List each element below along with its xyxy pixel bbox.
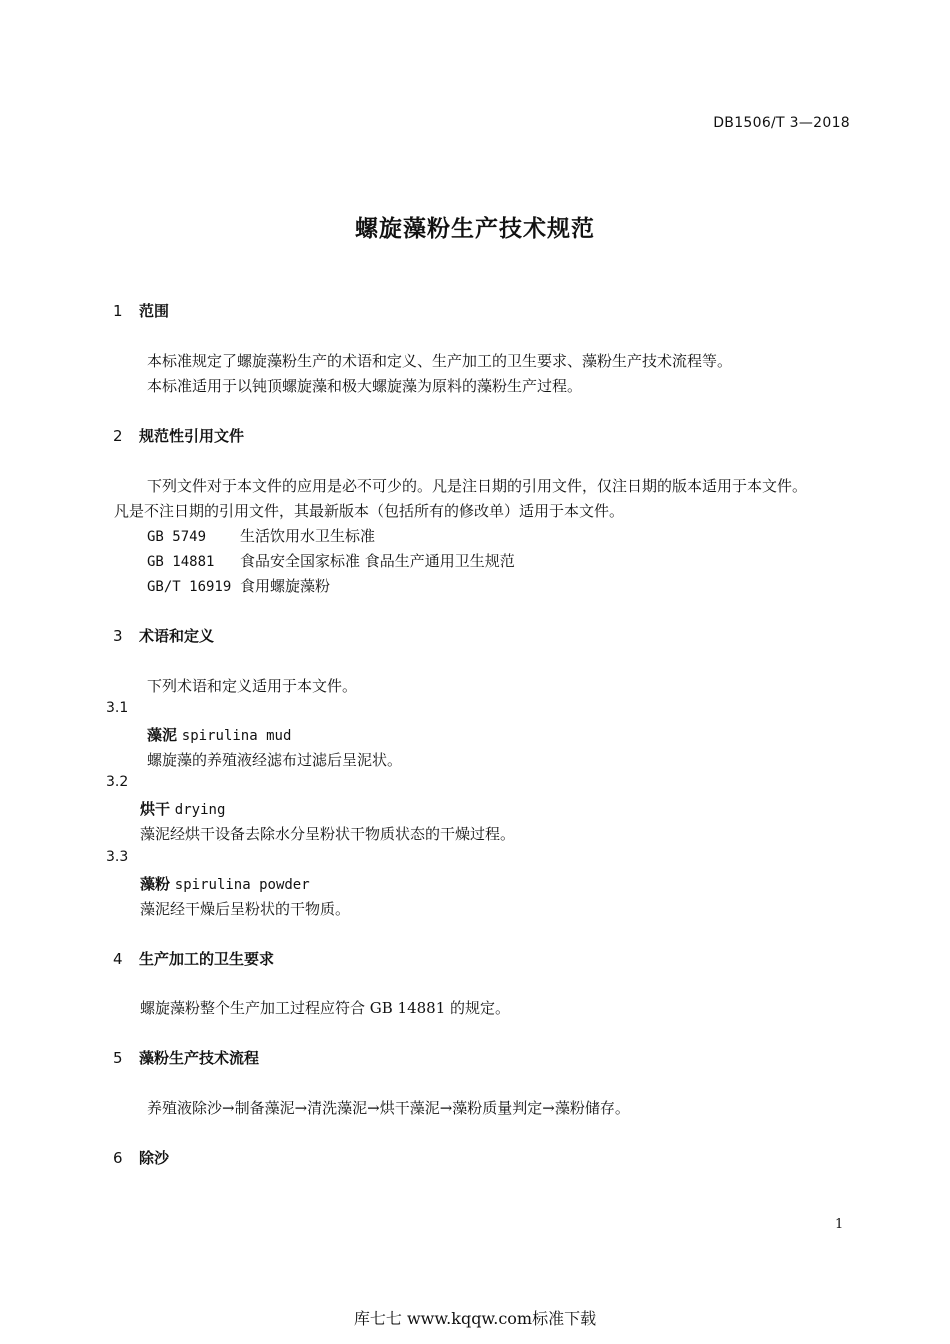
section-number: 6 xyxy=(113,1149,123,1167)
term-heading xyxy=(140,798,225,819)
term-english: spirulina powder xyxy=(174,877,310,893)
section-title: 生产加工的卫生要求 xyxy=(139,950,275,968)
section-heading-2 xyxy=(113,425,244,446)
ref-code: GB 5749 xyxy=(147,529,207,545)
section-number: 5 xyxy=(113,1049,123,1067)
ref-code: GB 14881 xyxy=(147,554,215,570)
ref-name: 食品安全国家标准 食品生产通用卫生规范 xyxy=(240,552,515,570)
section-number: 2 xyxy=(113,427,123,445)
term-english: spirulina mud xyxy=(181,728,292,744)
term-name: 烘干 xyxy=(140,800,171,818)
section-heading-6 xyxy=(113,1147,169,1168)
term-number: 3.2 xyxy=(106,774,129,790)
page-number: 1 xyxy=(835,1217,844,1232)
section-title: 除沙 xyxy=(139,1149,170,1167)
scope-paragraph-2: 本标准适用于以钝顶螺旋藻和极大螺旋藻为原料的藻粉生产过程。 xyxy=(147,377,583,395)
section-title: 术语和定义 xyxy=(139,627,215,645)
section-title: 范围 xyxy=(139,302,170,320)
section-number: 4 xyxy=(113,950,123,968)
process-flow: 养殖液除沙→制备藻泥→清洗藻泥→烘干藻泥→藻粉质量判定→藻粉储存。 xyxy=(147,1099,630,1117)
term-name: 藻粉 xyxy=(140,875,171,893)
hygiene-paragraph: 螺旋藻粉整个生产加工过程应符合 GB 14881 的规定。 xyxy=(140,999,511,1017)
terms-intro: 下列术语和定义适用于本文件。 xyxy=(147,677,358,695)
term-heading xyxy=(140,873,310,894)
document-title: 螺旋藻粉生产技术规范 xyxy=(355,216,595,242)
ref-name: 食用螺旋藻粉 xyxy=(240,577,331,595)
refs-intro-line-1: 下列文件对于本文件的应用是必不可少的。凡是注日期的引用文件，仅注日期的版本适用于本文件。 xyxy=(147,477,808,495)
section-title: 规范性引用文件 xyxy=(139,427,245,445)
term-number: 3.3 xyxy=(106,849,129,865)
standard-code: DB1506/T 3—2018 xyxy=(713,115,850,131)
ref-code: GB/T 16919 xyxy=(147,579,232,595)
term-name: 藻泥 xyxy=(147,726,178,744)
footer-watermark: 库七七 www.kqqw.com标准下载 xyxy=(353,1309,597,1328)
ref-item xyxy=(147,525,375,546)
section-heading-4 xyxy=(113,948,274,969)
term-definition: 螺旋藻的养殖液经滤布过滤后呈泥状。 xyxy=(147,751,403,769)
ref-item xyxy=(147,550,515,571)
section-title: 藻粉生产技术流程 xyxy=(139,1049,260,1067)
term-definition: 藻泥经干燥后呈粉状的干物质。 xyxy=(140,900,351,918)
refs-intro-line-2: 凡是不注日期的引用文件，其最新版本（包括所有的修改单）适用于本文件。 xyxy=(114,502,625,520)
term-heading xyxy=(147,724,291,745)
term-definition: 藻泥经烘干设备去除水分呈粉状干物质状态的干燥过程。 xyxy=(140,825,516,843)
scope-paragraph-1: 本标准规定了螺旋藻粉生产的术语和定义、生产加工的卫生要求、藻粉生产技术流程等。 xyxy=(147,352,733,370)
section-heading-3 xyxy=(113,625,214,646)
ref-name: 生活饮用水卫生标准 xyxy=(240,527,376,545)
section-number: 3 xyxy=(113,627,123,645)
ref-item xyxy=(147,575,330,596)
term-number: 3.1 xyxy=(106,700,129,716)
section-heading-5 xyxy=(113,1047,259,1068)
term-english: drying xyxy=(174,802,226,818)
section-number: 1 xyxy=(113,302,123,320)
section-heading-1 xyxy=(113,300,169,321)
